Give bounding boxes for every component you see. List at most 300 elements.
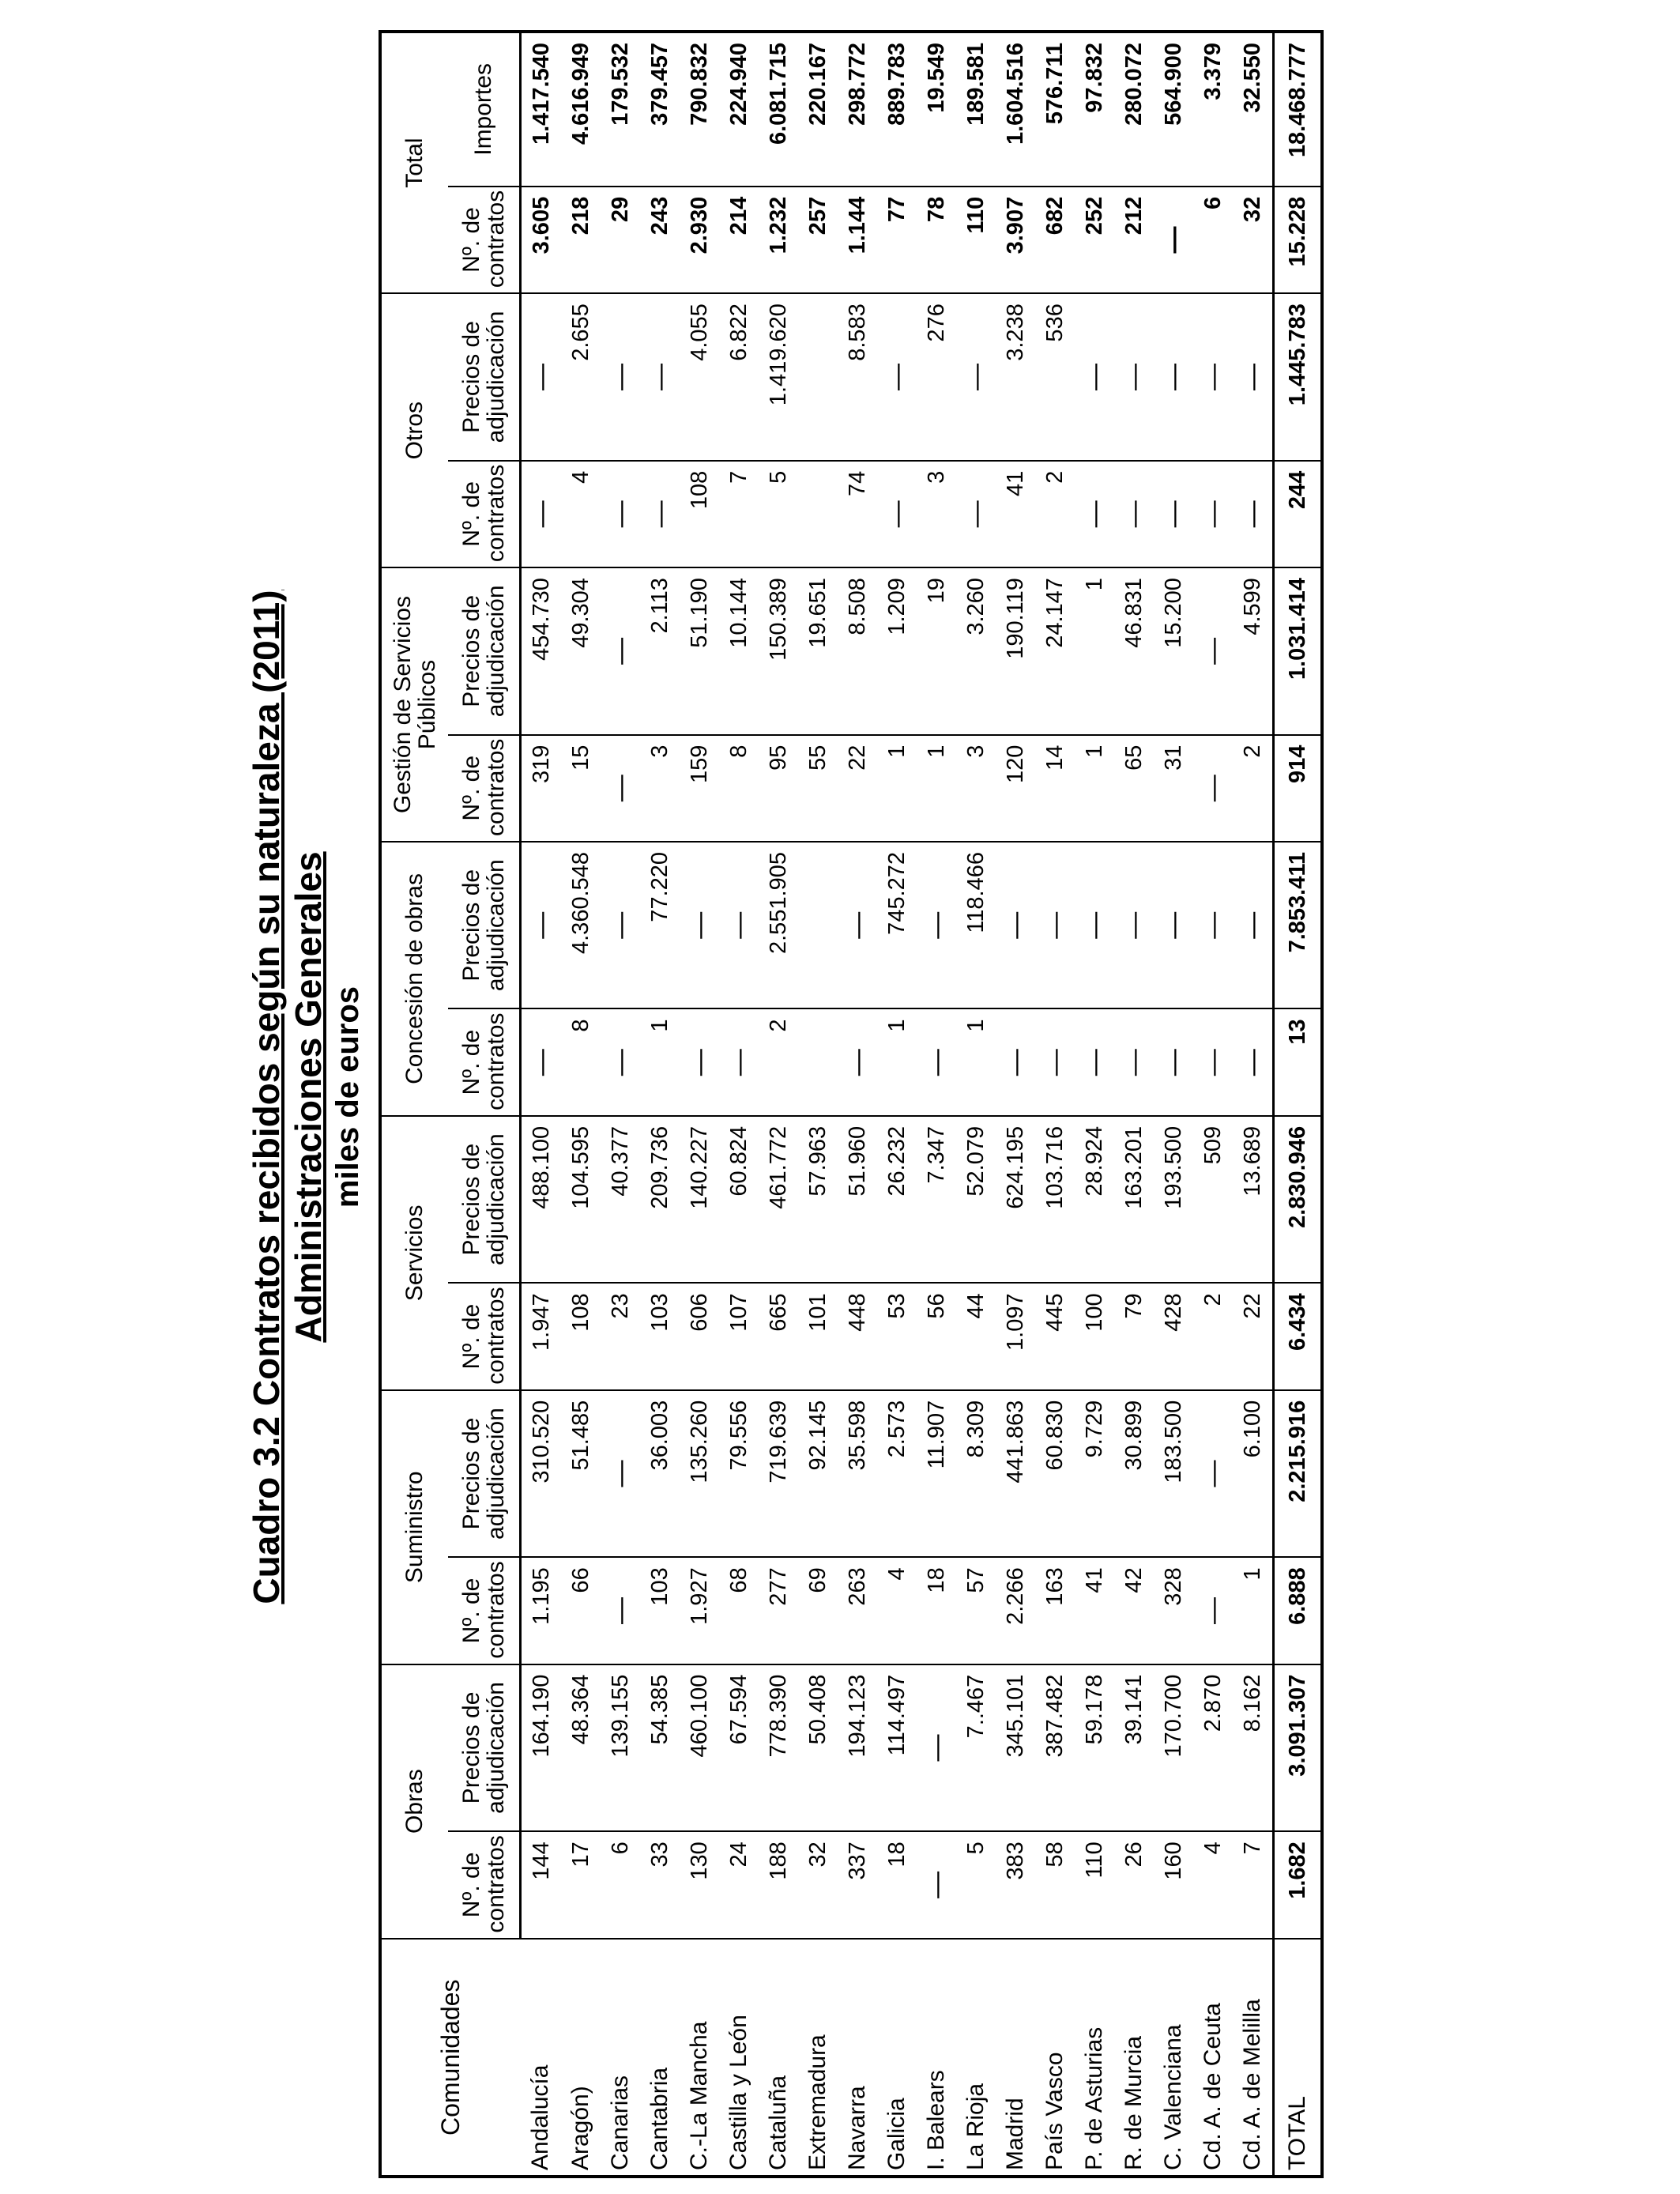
table-cell: 33 xyxy=(640,1831,680,1938)
table-cell: 159 xyxy=(680,735,719,842)
table-cell: 54.385 xyxy=(640,1664,680,1832)
table-cell: 24 xyxy=(719,1831,759,1938)
header-importes: Importes xyxy=(448,32,521,187)
table-cell: 65 xyxy=(1114,735,1154,842)
table-cell: 2.113 xyxy=(640,567,680,735)
table-cell: 509 xyxy=(1193,1116,1233,1284)
table-row xyxy=(521,32,562,2177)
table-cell: 461.772 xyxy=(759,1116,798,1284)
table-cell: 4 xyxy=(1193,1831,1233,1938)
table-cell: 110 xyxy=(956,187,996,293)
header-precios: Precios de adjudicación xyxy=(448,1116,521,1284)
table-cell: 1 xyxy=(1075,567,1114,735)
table-cell: 488.100 xyxy=(521,1116,562,1284)
table-cell: 914 xyxy=(1274,735,1323,842)
table-cell: 719.639 xyxy=(759,1390,798,1558)
table-cell: — xyxy=(1154,461,1193,567)
table-cell: 18.468.777 xyxy=(1274,32,1323,187)
table-cell: 194.123 xyxy=(838,1664,877,1832)
table-cell: — xyxy=(521,1009,562,1116)
table-cell xyxy=(798,842,838,1009)
table-cell: 790.832 xyxy=(680,32,719,187)
table-cell: 32 xyxy=(798,1831,838,1938)
table-cell: 2.266 xyxy=(996,1557,1035,1664)
table-cell: 28.924 xyxy=(1075,1116,1114,1284)
table-cell: 8.162 xyxy=(1233,1664,1274,1832)
table-cell: 5 xyxy=(759,461,798,567)
table-cell: 170.700 xyxy=(1154,1664,1193,1832)
table-cell: 140.227 xyxy=(680,1116,719,1284)
row-label: Castilla y León xyxy=(719,1939,759,2177)
header-group-gestion: Gestión de Servicios Públicos xyxy=(380,567,448,842)
table-cell: 298.772 xyxy=(838,32,877,187)
row-label: I. Balears xyxy=(917,1939,956,2177)
table-cell: 60.830 xyxy=(1035,1390,1075,1558)
table-cell: 46.831 xyxy=(1114,567,1154,735)
table-cell: 26 xyxy=(1114,1831,1154,1938)
table-cell: 3 xyxy=(640,735,680,842)
table-cell: 100 xyxy=(1075,1283,1114,1389)
table-cell: 5 xyxy=(956,1831,996,1938)
table-cell: 1 xyxy=(956,1009,996,1116)
table-cell: 460.100 xyxy=(680,1664,719,1832)
table-cell: 51.960 xyxy=(838,1116,877,1284)
header-n-contratos: Nº. de contratos xyxy=(448,1009,521,1116)
table-cell xyxy=(798,293,838,461)
table-cell: — xyxy=(917,1664,956,1832)
table-cell: 104.595 xyxy=(561,1116,601,1284)
table-cell: 60.824 xyxy=(719,1116,759,1284)
table-cell: 39.141 xyxy=(1114,1664,1154,1832)
row-label: Galicia xyxy=(877,1939,917,2177)
header-n-contratos: Nº. de contratos xyxy=(448,1557,521,1664)
table-row xyxy=(719,32,759,2177)
table-cell: — xyxy=(1193,1557,1233,1664)
table-cell: — xyxy=(601,567,640,735)
table-row xyxy=(680,32,719,2177)
row-label: Cataluña xyxy=(759,1939,798,2177)
table-cell: 92.145 xyxy=(798,1390,838,1558)
table-cell: 243 xyxy=(640,187,680,293)
table-cell: — xyxy=(719,1009,759,1116)
table-cell: 1.097 xyxy=(996,1283,1035,1389)
table-cell: — xyxy=(640,293,680,461)
table-cell: 9.729 xyxy=(1075,1390,1114,1558)
table-cell: 1.604.516 xyxy=(996,32,1035,187)
table-row xyxy=(877,32,917,2177)
row-label: P. de Asturias xyxy=(1075,1939,1114,2177)
table-row xyxy=(996,32,1035,2177)
table-cell: 428 xyxy=(1154,1283,1193,1389)
table-cell: — xyxy=(1233,842,1274,1009)
table-cell: 3.260 xyxy=(956,567,996,735)
header-precios: Precios de adjudicación xyxy=(448,293,521,461)
table-cell: 252 xyxy=(1075,187,1114,293)
table-cell: 163 xyxy=(1035,1557,1075,1664)
title-block xyxy=(246,6,366,2188)
table-cell: 13 xyxy=(1274,1009,1323,1116)
table-cell: — xyxy=(680,842,719,1009)
table-cell: 1 xyxy=(917,735,956,842)
table-cell: 310.520 xyxy=(521,1390,562,1558)
table-cell: — xyxy=(1114,461,1154,567)
table-cell: 4 xyxy=(877,1557,917,1664)
page-title: Cuadro 3.2 Contratos recibidos según su naturaleza (2011) xyxy=(246,590,287,1604)
table-row xyxy=(1035,32,1075,2177)
table-cell: 379.457 xyxy=(640,32,680,187)
table-cell: 2 xyxy=(1193,1283,1233,1389)
table-cell: — xyxy=(917,842,956,1009)
header-group-servicios: Servicios xyxy=(380,1116,448,1390)
table-cell: 1.445.783 xyxy=(1274,293,1323,461)
table-cell: — xyxy=(1075,842,1114,1009)
table-cell: 101 xyxy=(798,1283,838,1389)
table-cell: — xyxy=(877,461,917,567)
table-cell: — xyxy=(917,1009,956,1116)
table-cell: 2.573 xyxy=(877,1390,917,1558)
table-cell: 139.155 xyxy=(601,1664,640,1832)
table-cell: 107 xyxy=(719,1283,759,1389)
table-cell: 1 xyxy=(1075,735,1114,842)
table-cell: 79 xyxy=(1114,1283,1154,1389)
table-cell: — xyxy=(1035,1009,1075,1116)
table-cell: 19 xyxy=(917,567,956,735)
table-cell: 214 xyxy=(719,187,759,293)
header-group-obras: Obras xyxy=(380,1664,448,1939)
header-n-contratos: Nº. de contratos xyxy=(448,1831,521,1938)
table-cell: 564.900 xyxy=(1154,32,1193,187)
table-cell: — xyxy=(1154,187,1193,293)
table-cell: — xyxy=(1193,567,1233,735)
table-row xyxy=(1075,32,1114,2177)
table-cell: 8 xyxy=(719,735,759,842)
table-cell: 15 xyxy=(561,735,601,842)
table-row xyxy=(561,32,601,2177)
table-cell: 319 xyxy=(521,735,562,842)
row-label: Madrid xyxy=(996,1939,1035,2177)
table-cell: 2 xyxy=(1035,461,1075,567)
table-cell: 4.360.548 xyxy=(561,842,601,1009)
table-body xyxy=(521,32,1323,2177)
table-cell: 49.304 xyxy=(561,567,601,735)
table-cell: 3.605 xyxy=(521,187,562,293)
table-cell: 1 xyxy=(877,735,917,842)
table-cell: 30.899 xyxy=(1114,1390,1154,1558)
table-cell: 22 xyxy=(838,735,877,842)
table-cell: — xyxy=(601,293,640,461)
table-cell: 606 xyxy=(680,1283,719,1389)
table-cell: 51.485 xyxy=(561,1390,601,1558)
table-cell: — xyxy=(956,293,996,461)
page-subtitle: Administraciones Generales xyxy=(287,851,329,1343)
table-cell: — xyxy=(521,842,562,1009)
table-row xyxy=(1233,32,1274,2177)
table-cell: 1.232 xyxy=(759,187,798,293)
table-cell: — xyxy=(1114,842,1154,1009)
table-cell: 56 xyxy=(917,1283,956,1389)
table-cell: 8.508 xyxy=(838,567,877,735)
table-cell: 23 xyxy=(601,1283,640,1389)
table-cell: — xyxy=(877,293,917,461)
table-cell: 337 xyxy=(838,1831,877,1938)
table-cell: 103 xyxy=(640,1283,680,1389)
table-cell: — xyxy=(1193,842,1233,1009)
table-cell: 682 xyxy=(1035,187,1075,293)
table-cell: 448 xyxy=(838,1283,877,1389)
table-row xyxy=(1193,32,1233,2177)
header-group-concesion: Concesión de obras xyxy=(380,842,448,1116)
table-cell: 14 xyxy=(1035,735,1075,842)
table-cell: 1.947 xyxy=(521,1283,562,1389)
table-cell: — xyxy=(601,842,640,1009)
table-cell: 7 xyxy=(1233,1831,1274,1938)
header-group-total: Total xyxy=(380,32,448,293)
table-cell: 2.830.946 xyxy=(1274,1116,1323,1284)
header-precios: Precios de adjudicación xyxy=(448,1390,521,1558)
table-cell: 15.200 xyxy=(1154,567,1193,735)
unit-label: miles de euros xyxy=(330,986,365,1208)
row-label: País Vasco xyxy=(1035,1939,1075,2177)
table-cell: — xyxy=(1154,842,1193,1009)
table-cell: 8.583 xyxy=(838,293,877,461)
table-cell: 2.870 xyxy=(1193,1664,1233,1832)
header-n-contratos: Nº. de contratos xyxy=(448,461,521,567)
table-cell: 2.655 xyxy=(561,293,601,461)
table-cell: 77 xyxy=(877,187,917,293)
table-cell: — xyxy=(1114,293,1154,461)
row-label: C.-La Mancha xyxy=(680,1939,719,2177)
table-cell: 1.195 xyxy=(521,1557,562,1664)
table-cell: 36.003 xyxy=(640,1390,680,1558)
table-cell: 2.215.916 xyxy=(1274,1390,1323,1558)
table-cell: 78 xyxy=(917,187,956,293)
table-cell: 35.598 xyxy=(838,1390,877,1558)
table-cell: — xyxy=(1075,461,1114,567)
table-cell: 179.532 xyxy=(601,32,640,187)
table-cell: 454.730 xyxy=(521,567,562,735)
table-row xyxy=(601,32,640,2177)
table-cell: 57.963 xyxy=(798,1116,838,1284)
table-cell: 17 xyxy=(561,1831,601,1938)
table-cell: 193.500 xyxy=(1154,1116,1193,1284)
table-cell: 441.863 xyxy=(996,1390,1035,1558)
table-cell: 120 xyxy=(996,735,1035,842)
table-cell: 2 xyxy=(1233,735,1274,842)
table-cell: 3.379 xyxy=(1193,32,1233,187)
table-cell: — xyxy=(640,461,680,567)
table-cell: — xyxy=(1114,1009,1154,1116)
table-cell: 130 xyxy=(680,1831,719,1938)
table-cell: 26.232 xyxy=(877,1116,917,1284)
table-cell: 778.390 xyxy=(759,1664,798,1832)
table-cell: 3 xyxy=(956,735,996,842)
table-cell: — xyxy=(1233,293,1274,461)
table-cell: 1 xyxy=(1233,1557,1274,1664)
table-cell: 6.434 xyxy=(1274,1283,1323,1389)
table-cell: 32.550 xyxy=(1233,32,1274,187)
table-row xyxy=(759,32,798,2177)
table-cell: 118.466 xyxy=(956,842,996,1009)
table-cell: — xyxy=(1075,293,1114,461)
table-cell: 150.389 xyxy=(759,567,798,735)
table-cell: 8.309 xyxy=(956,1390,996,1558)
table-cell: 3.238 xyxy=(996,293,1035,461)
table-cell: — xyxy=(1233,461,1274,567)
table-cell: 6.822 xyxy=(719,293,759,461)
table-cell: 8 xyxy=(561,1009,601,1116)
table-cell: — xyxy=(838,1009,877,1116)
row-label: Canarias xyxy=(601,1939,640,2177)
table-cell: 209.736 xyxy=(640,1116,680,1284)
table-cell: 345.101 xyxy=(996,1664,1035,1832)
table-cell: 328 xyxy=(1154,1557,1193,1664)
table-cell: 1 xyxy=(640,1009,680,1116)
table-cell: 2.551.905 xyxy=(759,842,798,1009)
table-cell xyxy=(798,1009,838,1116)
table-cell: 6.888 xyxy=(1274,1557,1323,1664)
table-cell: 189.581 xyxy=(956,32,996,187)
table-cell: 1 xyxy=(877,1009,917,1116)
header-comunidades: Comunidades xyxy=(380,1939,521,2177)
table-row xyxy=(956,32,996,2177)
table-cell: 224.940 xyxy=(719,32,759,187)
table-row xyxy=(640,32,680,2177)
table-cell: 51.190 xyxy=(680,567,719,735)
table-cell: 18 xyxy=(877,1831,917,1938)
table-cell: — xyxy=(601,461,640,567)
table-cell: 212 xyxy=(1114,187,1154,293)
table-cell: 19.549 xyxy=(917,32,956,187)
table-cell: 2.930 xyxy=(680,187,719,293)
table-cell: 50.408 xyxy=(798,1664,838,1832)
row-label: TOTAL xyxy=(1274,1939,1323,2177)
table-cell: 11.907 xyxy=(917,1390,956,1558)
table-cell: 1.031.414 xyxy=(1274,567,1323,735)
table-cell: 15.228 xyxy=(1274,187,1323,293)
table-cell: 6.100 xyxy=(1233,1390,1274,1558)
table-cell: — xyxy=(521,461,562,567)
row-label: C. Valenciana xyxy=(1154,1939,1193,2177)
table-cell: 79.556 xyxy=(719,1390,759,1558)
header-n-contratos: Nº. de contratos xyxy=(448,1283,521,1389)
table-cell: 7.853.411 xyxy=(1274,842,1323,1009)
table-cell: 2 xyxy=(759,1009,798,1116)
table-cell: — xyxy=(1193,735,1233,842)
table-cell: 57 xyxy=(956,1557,996,1664)
table-cell: 108 xyxy=(561,1283,601,1389)
table-cell: 13.689 xyxy=(1233,1116,1274,1284)
table-cell: 183.500 xyxy=(1154,1390,1193,1558)
table-cell: 77.220 xyxy=(640,842,680,1009)
header-precios: Precios de adjudicación xyxy=(448,1664,521,1832)
row-label: Navarra xyxy=(838,1939,877,2177)
table-cell: — xyxy=(1035,842,1075,1009)
table-cell: 59.178 xyxy=(1075,1664,1114,1832)
table-cell: 29 xyxy=(601,187,640,293)
table-cell: 19.651 xyxy=(798,567,838,735)
table-cell: 445 xyxy=(1035,1283,1075,1389)
table-cell: 1.144 xyxy=(838,187,877,293)
table-cell: 41 xyxy=(1075,1557,1114,1664)
table-cell: 69 xyxy=(798,1557,838,1664)
table-cell: 24.147 xyxy=(1035,567,1075,735)
header-n-contratos: Nº. de contratos xyxy=(448,187,521,293)
table-cell: — xyxy=(1193,461,1233,567)
table-cell: — xyxy=(996,1009,1035,1116)
table-cell: — xyxy=(1154,1009,1193,1116)
table-cell: — xyxy=(601,1557,640,1664)
table-cell: 4.599 xyxy=(1233,567,1274,735)
table-cell: 41 xyxy=(996,461,1035,567)
table-cell: 95 xyxy=(759,735,798,842)
table-cell: 44 xyxy=(956,1283,996,1389)
table-cell: 32 xyxy=(1233,187,1274,293)
header-group-row xyxy=(380,32,448,2177)
table-cell: 188 xyxy=(759,1831,798,1938)
table-cell: 220.167 xyxy=(798,32,838,187)
table-cell: 55 xyxy=(798,735,838,842)
table-cell: — xyxy=(680,1009,719,1116)
header-group-otros: Otros xyxy=(380,293,448,567)
table-cell: — xyxy=(601,735,640,842)
table-cell: 114.497 xyxy=(877,1664,917,1832)
table-cell: 889.783 xyxy=(877,32,917,187)
header-group-suministro: Suministro xyxy=(380,1390,448,1664)
table-cell: 3.907 xyxy=(996,187,1035,293)
table-cell: 42 xyxy=(1114,1557,1154,1664)
table-cell: — xyxy=(996,842,1035,1009)
row-label: Cantabria xyxy=(640,1939,680,2177)
header-precios: Precios de adjudicación xyxy=(448,842,521,1009)
table-cell: 6 xyxy=(1193,187,1233,293)
table-row xyxy=(1154,32,1193,2177)
table-cell: 163.201 xyxy=(1114,1116,1154,1284)
table-cell: 1.417.540 xyxy=(521,32,562,187)
table-cell: 31 xyxy=(1154,735,1193,842)
table-cell: — xyxy=(956,461,996,567)
table-cell: 383 xyxy=(996,1831,1035,1938)
table-cell: 1.682 xyxy=(1274,1831,1323,1938)
table-cell: 68 xyxy=(719,1557,759,1664)
table-cell: — xyxy=(719,842,759,1009)
table-cell: 1.419.620 xyxy=(759,293,798,461)
table-cell: — xyxy=(838,842,877,1009)
table-cell: 160 xyxy=(1154,1831,1193,1938)
table-cell: 40.377 xyxy=(601,1116,640,1284)
table-cell: — xyxy=(1233,1009,1274,1116)
table-cell: 66 xyxy=(561,1557,601,1664)
table-row xyxy=(838,32,877,2177)
table-row xyxy=(798,32,838,2177)
table-cell: 624.195 xyxy=(996,1116,1035,1284)
table-cell: 7..467 xyxy=(956,1664,996,1832)
table-cell: 387.482 xyxy=(1035,1664,1075,1832)
table-cell: 257 xyxy=(798,187,838,293)
table-cell: — xyxy=(521,293,562,461)
table-cell: 144 xyxy=(521,1831,562,1938)
header-sub-row xyxy=(448,32,521,2177)
row-label: Extremadura xyxy=(798,1939,838,2177)
table-cell: 110 xyxy=(1075,1831,1114,1938)
table-cell: 745.272 xyxy=(877,842,917,1009)
table-cell: 3 xyxy=(917,461,956,567)
table-cell: — xyxy=(601,1009,640,1116)
table-row xyxy=(1114,32,1154,2177)
table-cell: 1.209 xyxy=(877,567,917,735)
table-cell: 7.347 xyxy=(917,1116,956,1284)
table-row xyxy=(917,32,956,2177)
table-cell: 665 xyxy=(759,1283,798,1389)
